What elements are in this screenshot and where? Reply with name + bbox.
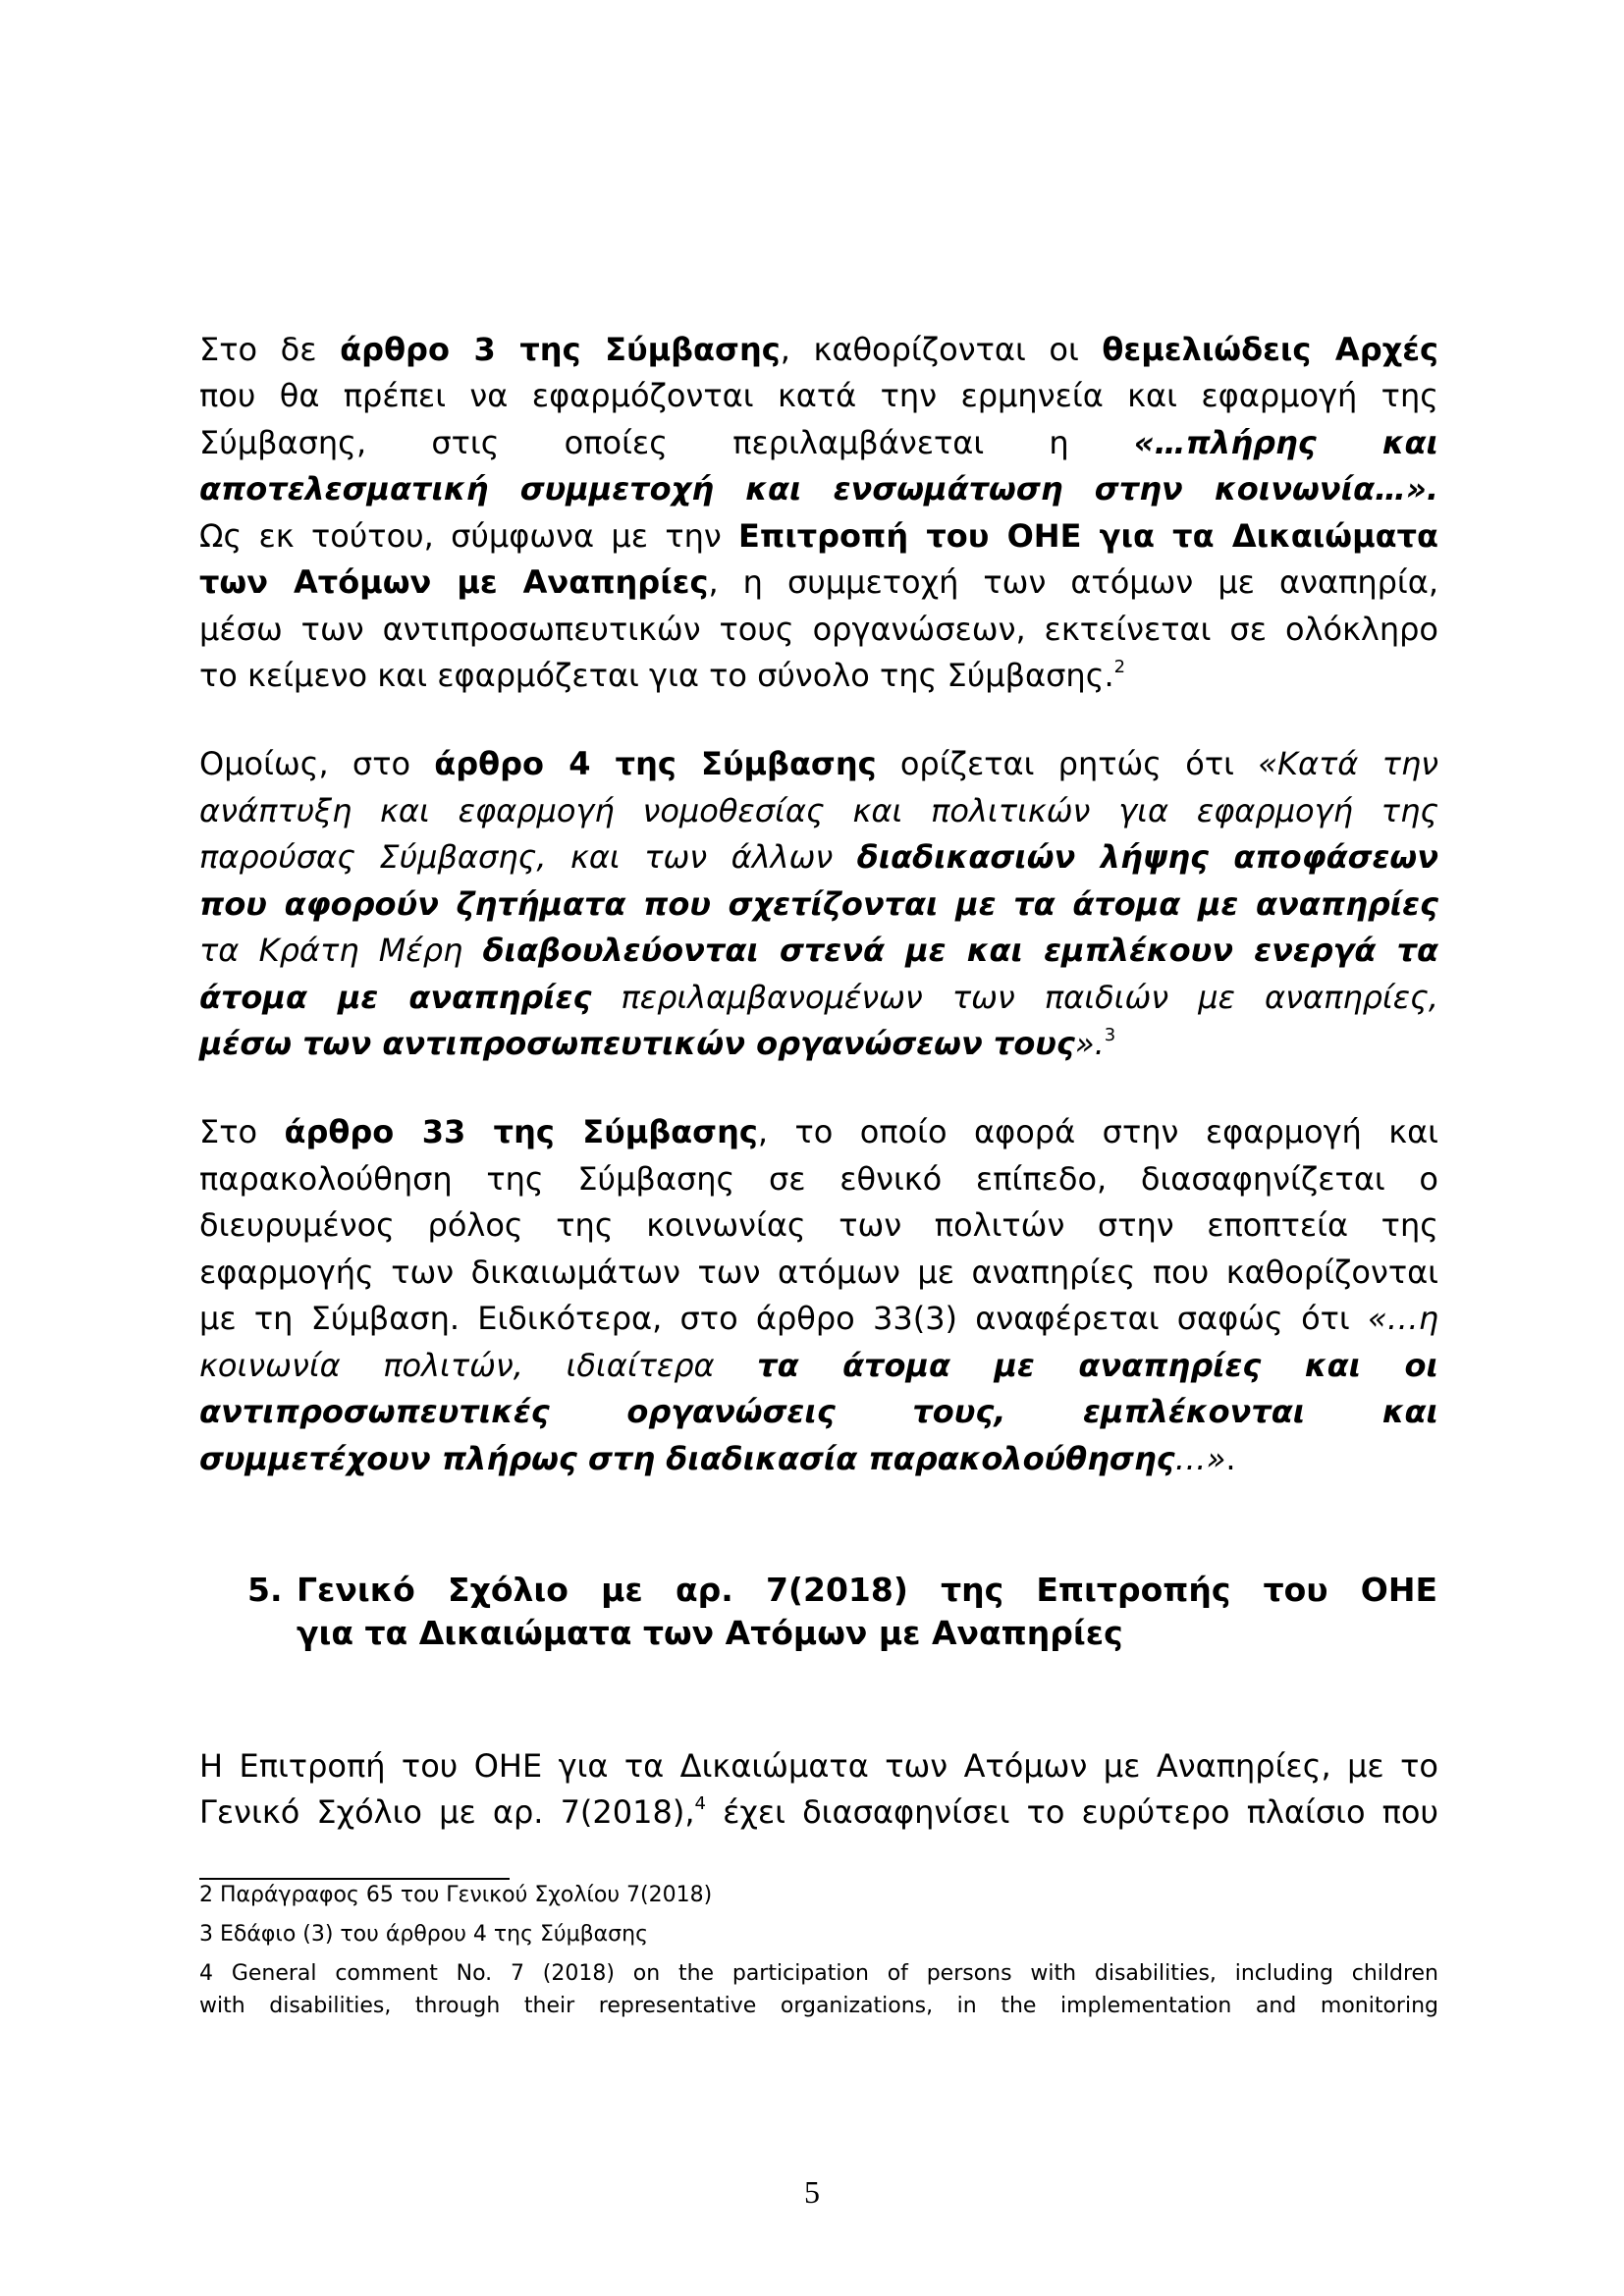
- text-run: Ως εκ τούτου, σύμφωνα με την: [199, 517, 739, 555]
- bold-italic-text: άτομα με αναπηρίες: [199, 979, 592, 1016]
- text-line: [199, 469, 1438, 508]
- footnote-text: Παράγραφος 65 του Γενικού Σχολίου 7(2018): [220, 1883, 713, 1907]
- heading-text: Γενικό Σχόλιο με αρ. 7(2018) της Επιτροπής του ΟΗΕ: [297, 1571, 1437, 1609]
- text-line: [199, 884, 1438, 924]
- text-line: [199, 1024, 1438, 1063]
- footnote-number: 3: [199, 1922, 213, 1947]
- text-run: Στο: [199, 1113, 285, 1150]
- italic-text: «…η: [1367, 1300, 1438, 1337]
- footnote-separator: [199, 1878, 510, 1880]
- text-line: [199, 516, 1438, 556]
- footnote-ref[interactable]: 4: [694, 1793, 706, 1814]
- text-line: [199, 1439, 1438, 1478]
- text-line: [199, 1112, 1438, 1151]
- text-line: [199, 656, 1438, 695]
- text-line: [199, 330, 1438, 369]
- text-run: Σύμβασης, στις οποίες περιλαμβάνεται η: [199, 424, 1134, 461]
- text-run: ορίζεται ρητώς ότι: [876, 745, 1259, 782]
- text-run: με τη Σύμβαση. Ειδικότερα, στο άρθρο 33(3) αναφέρεται σαφώς ότι: [199, 1300, 1368, 1337]
- text-line: [199, 1792, 1438, 1832]
- text-line: [199, 978, 1438, 1017]
- bold-text: των Ατόμων με Αναπηρίες: [199, 563, 709, 601]
- text-run: έχει διασαφηνίσει το ευρύτερο πλαίσιο που: [705, 1793, 1438, 1831]
- text-run: Γενικό Σχόλιο με αρ. 7(2018),: [199, 1793, 695, 1831]
- italic-text: ».: [1074, 1025, 1105, 1062]
- text-run: , καθορίζονται οι: [780, 331, 1103, 368]
- italic-text: …»: [1174, 1440, 1226, 1477]
- italic-text: περιλαμβανομένων των παιδιών με αναπηρίες,: [591, 979, 1439, 1016]
- bold-text: Επιτροπή του ΟΗΕ για τα Δικαιώματα: [738, 517, 1439, 555]
- text-line: παρακολούθηση της Σύμβασης σε εθνικό επίπεδο, διασαφηνίζεται ο: [199, 1160, 1438, 1198]
- footnote-text: Εδάφιο (3) του άρθρου 4 της Σύμβασης: [220, 1922, 648, 1947]
- italic-text: παρούσας Σύμβασης, και των άλλων: [199, 838, 857, 876]
- text-line: [199, 744, 1438, 783]
- italic-text: κοινωνία πολιτών, ιδιαίτερα: [199, 1347, 758, 1384]
- text-line: [199, 1299, 1438, 1338]
- text-line: [199, 1346, 1438, 1385]
- bold-text: θεμελιώδεις Αρχές: [1102, 331, 1439, 368]
- footnote-number: 4: [199, 1961, 213, 1986]
- italic-text: «Κατά την: [1258, 745, 1439, 782]
- bold-italic-text: που αφορούν ζητήματα που σχετίζονται με τα άτομα με αναπηρίες: [199, 885, 1438, 923]
- bold-italic-text: συμμετέχουν πλήρως στη διαδικασία παρακολούθησης: [199, 1440, 1175, 1477]
- footnote-ref[interactable]: 2: [1113, 657, 1126, 677]
- bold-italic-text: διαβουλεύονται στενά με και εμπλέκουν ενεργά τα: [482, 932, 1439, 969]
- footnote-number: 2: [199, 1883, 213, 1907]
- text-line: [199, 1392, 1438, 1431]
- text-line: που θα πρέπει να εφαρμόζονται κατά την ερμηνεία και εφαρμογή της: [199, 377, 1438, 414]
- bold-italic-text: «…πλήρης και: [1133, 424, 1439, 461]
- bold-italic-text: αντιπροσωπευτικές οργανώσεις τους, εμπλέκονται και: [199, 1393, 1438, 1430]
- text-line: Η Επιτροπή του ΟΗΕ για τα Δικαιώματα των Ατόμων με Αναπηρίες, με το: [199, 1747, 1438, 1785]
- text-run: , το οποίο αφορά στην εφαρμογή και: [757, 1113, 1439, 1150]
- bold-italic-text: μέσω των αντιπροσωπευτικών οργανώσεων τους: [199, 1025, 1075, 1062]
- italic-text: ανάπτυξη και εφαρμογή νομοθεσίας και πολιτικών για εφαρμογή της: [199, 792, 1438, 829]
- footnote: [199, 1921, 1438, 1949]
- footnote: [199, 1960, 1438, 1988]
- page-number: 5: [804, 2174, 820, 2210]
- text-line: εφαρμογής των δικαιωμάτων των ατόμων με αναπηρίες που καθορίζονται: [199, 1254, 1438, 1291]
- footnote-continuation: with disabilities, through their representative organizations, in the implementation and monitoring: [199, 1994, 1438, 2018]
- bold-italic-text: τα άτομα με αναπηρίες και οι: [757, 1347, 1439, 1384]
- bold-text: άρθρο 3 της Σύμβασης: [340, 331, 781, 368]
- bold-italic-text: αποτελεσματική συμμετοχή και ενσωμάτωση στην κοινωνία…».: [199, 470, 1438, 507]
- text-line: διευρυμένος ρόλος της κοινωνίας των πολιτών στην εποπτεία της: [199, 1206, 1438, 1244]
- bold-text: άρθρο 4 της Σύμβασης: [434, 745, 877, 782]
- text-line: [199, 791, 1438, 830]
- footnote-ref[interactable]: 3: [1104, 1025, 1116, 1045]
- heading-text: για τα Δικαιώματα των Ατόμων με Αναπηρίες: [297, 1614, 1123, 1652]
- text-line: [199, 837, 1438, 877]
- text-run: .: [1225, 1440, 1236, 1477]
- footnote-text: General comment No. 7 (2018) on the participation of persons with disabilities, including children: [231, 1961, 1438, 1986]
- italic-text: τα Κράτη Μέρη: [199, 932, 483, 969]
- bold-text: άρθρο 33 της Σύμβασης: [284, 1113, 758, 1150]
- bold-italic-text: διαδικασιών λήψης αποφάσεων: [856, 838, 1439, 876]
- footnote: [199, 1882, 1438, 1909]
- text-line: [199, 562, 1438, 602]
- text-line: μέσω των αντιπροσωπευτικών τους οργανώσεων, εκτείνεται σε ολόκληρο: [199, 611, 1438, 648]
- text-line: [199, 931, 1438, 970]
- heading-number: 5.: [247, 1571, 283, 1609]
- text-run: το κείμενο και εφαρμόζεται για το σύνολο της Σύμβασης.: [199, 657, 1114, 694]
- text-run: Στο δε: [199, 331, 341, 368]
- text-run: Ομοίως, στο: [199, 745, 435, 782]
- text-line: [199, 423, 1438, 462]
- text-run: , η συμμετοχή των ατόμων με αναπηρία,: [708, 563, 1439, 601]
